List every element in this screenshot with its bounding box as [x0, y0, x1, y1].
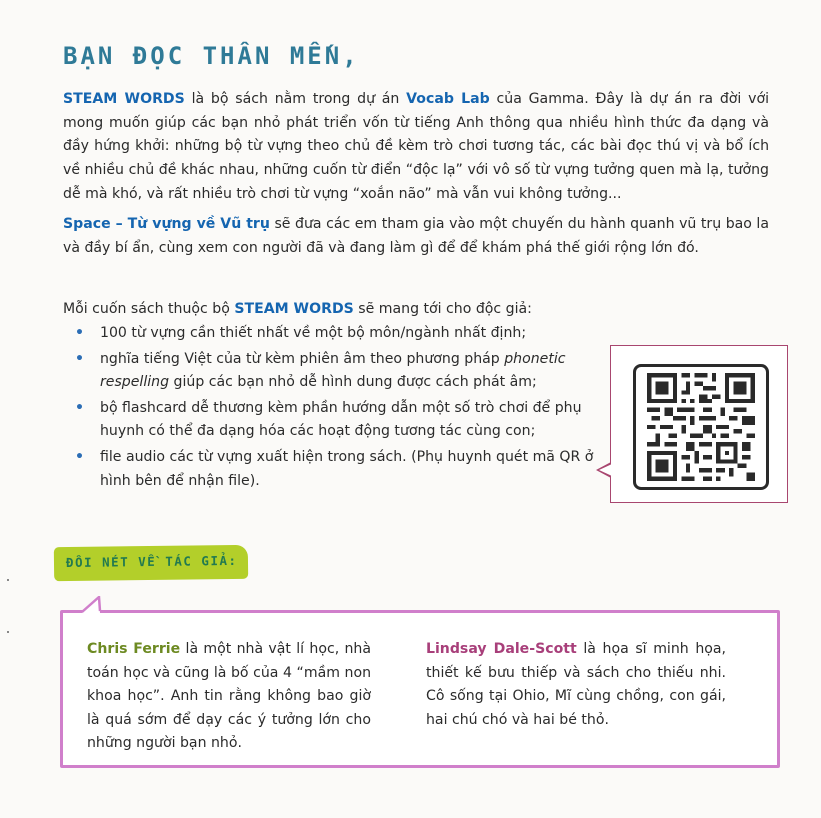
author-1-bio-text: là một nhà vật lí học, nhà toán học và cũng là bố của 4 “mầm non khoa học”. Anh tin rằng không bao giờ là quá sớm để dạy các ý tưởng lớn cho những người bạn nhỏ. — [87, 641, 371, 752]
page-heading: BẠN ĐỌC THÂN MẾN, — [63, 42, 360, 70]
project-name: Vocab Lab — [406, 91, 490, 107]
author-1-bio — [87, 638, 371, 756]
list-item — [63, 446, 603, 493]
features-intro-text: Mỗi cuốn sách thuộc bộ — [63, 301, 235, 317]
features-intro-text: sẽ mang tới cho độc giả: — [353, 301, 532, 317]
author-2-bio-text: là họa sĩ minh họa, thiết kế bưu thiếp và sách cho thiếu nhi. Cô sống tại Ohio, Mĩ cùng chồng, con gái, hai chú chó và hai bé thỏ. — [426, 641, 726, 728]
space-paragraph — [63, 213, 769, 260]
speech-bubble-tail-fill — [599, 464, 612, 476]
list-item — [63, 397, 603, 444]
speech-bubble-tail — [82, 596, 104, 614]
space-text: sẽ đưa các em tham gia vào một chuyến du hành quanh vũ trụ bao la và đầy bí ẩn, cùng xem con người đã và đang làm gì để để khám phá thế giới rộng lớn đó. — [63, 216, 769, 256]
italic-term: phonetic respelling — [100, 350, 566, 391]
bullet-icon: • — [75, 350, 85, 367]
intro-text: của Gamma. Đây là dự án ra đời với mong muốn giúp các bạn nhỏ phát triển vốn từ tiếng Anh thông qua nhiều hình thức đa dạng và đầy hứng khởi: những bộ từ vựng theo chủ đề kèm trò chơi tương tác, các bài đọc thú vị và bổ ích về nhiều chủ đề khác nhau, những cuốn từ điển “độc lạ” với vô số từ vựng tưởng quen mà lạ, tưởng dễ mà khó, và rất nhiều trò chơi từ vựng “xoắn não” mà vẫn vui không tưởng... — [63, 91, 769, 202]
list-item-text: giúp các bạn nhỏ dễ hình dung được cách phát âm; — [169, 374, 537, 391]
qr-code-graphic — [642, 373, 760, 481]
author-2-bio — [426, 638, 726, 732]
list-item-text: nghĩa tiếng Việt của từ kèm phiên âm theo phương pháp — [100, 350, 505, 367]
brand-name: STEAM WORDS — [234, 301, 354, 317]
intro-text: là bộ sách nằm trong dự án — [184, 91, 407, 107]
list-item-text: file audio các từ vựng xuất hiện trong sách. (Phụ huynh quét mã QR ở hình bên để nhận file). — [100, 448, 594, 489]
scan-speck — [7, 631, 9, 633]
features-list — [63, 322, 603, 495]
features-intro — [63, 297, 532, 321]
bullet-icon: • — [75, 399, 85, 416]
qr-code-icon[interactable] — [633, 364, 769, 490]
bullet-icon: • — [75, 448, 85, 465]
author-1-name: Chris Ferrie — [87, 641, 181, 657]
authors-box — [60, 610, 780, 768]
scan-speck — [7, 579, 9, 581]
authors-section-title: ĐÔI NÉT VỀ TÁC GIẢ: — [65, 552, 238, 571]
list-item-text: 100 từ vựng cần thiết nhất về một bộ môn/ngành nhất định; — [100, 325, 527, 341]
authors-section-tag — [54, 545, 248, 581]
list-item-text: bộ flashcard dễ thương kèm phần hướng dẫn một số trò chơi để phụ huynh có thể đa dạng hóa các hoạt động tương tác cùng con; — [100, 399, 582, 440]
bullet-icon: • — [75, 325, 85, 341]
qr-code-frame — [610, 345, 788, 503]
intro-paragraph — [63, 88, 769, 207]
author-2-name: Lindsay Dale-Scott — [426, 641, 577, 657]
list-item — [63, 322, 603, 346]
brand-name: STEAM WORDS — [63, 91, 185, 107]
book-title: Space – Từ vựng về Vũ trụ — [63, 216, 270, 232]
list-item — [63, 348, 603, 395]
